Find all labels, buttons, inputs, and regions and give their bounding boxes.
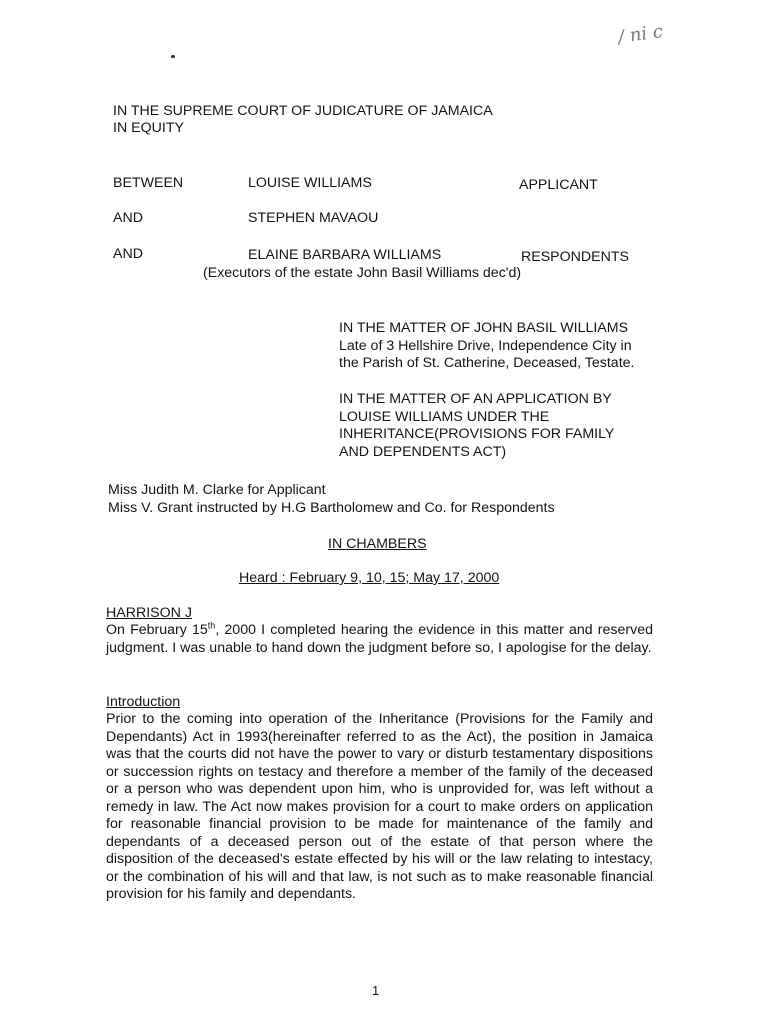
applicant-name: LOUISE WILLIAMS	[248, 175, 372, 191]
respondents-role: RESPONDENTS	[521, 249, 629, 265]
page-number: 1	[372, 983, 380, 998]
introduction-heading: Introduction	[106, 694, 181, 710]
opening-pre: On February 15	[106, 622, 208, 638]
opening-paragraph	[106, 622, 653, 657]
court-title-line2: IN EQUITY	[113, 120, 184, 136]
matter2-line: LOUISE WILLIAMS UNDER THE	[339, 408, 550, 425]
in-chambers-heading: IN CHAMBERS	[328, 536, 427, 552]
matter1-line: Late of 3 Hellshire Drive, Independence City in	[339, 337, 632, 354]
respondent2-name: ELAINE BARBARA WILLIAMS	[248, 247, 442, 263]
matter-application	[339, 391, 669, 461]
judge-name: HARRISON J	[106, 605, 192, 621]
matter1-line: the Parish of St. Catherine, Deceased, Testate.	[339, 355, 635, 371]
counsel-applicant: Miss Judith M. Clarke for Applicant	[108, 482, 326, 498]
and-label-2: AND	[113, 246, 143, 262]
introduction-body: Prior to the coming into operation of the Inheritance (Provisions for the Family and Dependants) Act in 1993(hereinafter referred to as the Act), the position in Jamaica was that the courts did not have the power to vary or disturb testamentary dispositions or succession rights on testacy and therefore a member of the family of the deceased or a person who was dependent upon him, who is unprovided for, was left without a remedy in law. The Act now makes provision for a court to make orders on application for reasonable financial provision to be made for maintenance of the family and dependants of a deceased person out of the estate of that person where the disposition of the deceased's estate effected by his will or the law relating to intestacy, or the combination of his will and that law, is not such as to make reasonable financial provision for his family and dependants.	[106, 711, 653, 902]
opening-post: , 2000 I completed hearing the evidence in this matter and reserved judgment. I was unable to hand down the judgment before so, I apologise for the delay.	[106, 622, 653, 656]
counsel-respondents: Miss V. Grant instructed by H.G Bartholomew and Co. for Respondents	[108, 500, 555, 516]
ink-mark	[171, 55, 175, 58]
applicant-role: APPLICANT	[519, 177, 598, 193]
matter-deceased	[339, 320, 669, 373]
handwritten-annotation: / ni c	[616, 20, 665, 49]
matter2-line: INHERITANCE(PROVISIONS FOR FAMILY	[339, 426, 615, 442]
respondent1-name: STEPHEN MAVAOU	[248, 210, 379, 226]
matter2-line: AND DEPENDENTS ACT)	[339, 443, 507, 460]
and-label-1: AND	[113, 210, 143, 226]
court-title-line1: IN THE SUPREME COURT OF JUDICATURE OF JAMAICA	[113, 103, 493, 119]
executors-note: (Executors of the estate John Basil Williams dec'd)	[203, 265, 522, 281]
heard-dates: Heard : February 9, 10, 15; May 17, 2000	[239, 570, 500, 586]
between-label: BETWEEN	[113, 175, 184, 191]
matter1-line: IN THE MATTER OF JOHN BASIL WILLIAMS	[339, 320, 629, 336]
opening-superscript: th	[207, 620, 216, 631]
matter2-line: IN THE MATTER OF AN APPLICATION BY	[339, 391, 612, 407]
